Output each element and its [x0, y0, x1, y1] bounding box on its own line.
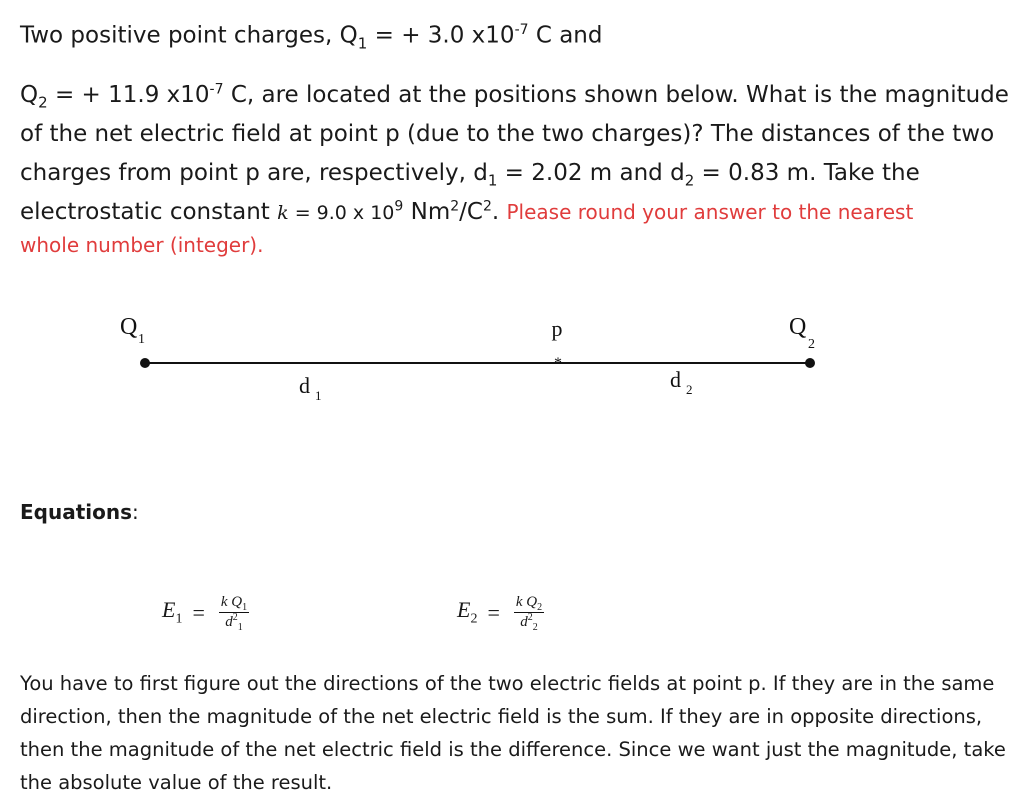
d1-subscript: 1 — [487, 171, 498, 190]
equations-heading — [20, 500, 139, 524]
q1-exponent: -7 — [514, 22, 529, 38]
question-paragraph — [20, 76, 1015, 233]
q1-unit: C and — [528, 22, 603, 49]
equations-heading-colon: : — [132, 500, 139, 524]
e2-den-text: d — [520, 614, 528, 630]
d2-subscript: 2 — [684, 171, 695, 190]
equations-heading-text: Equations — [20, 500, 133, 524]
k-exponent: 9 — [394, 198, 404, 215]
e1-num-sub: 1 — [242, 602, 248, 613]
e2-fraction — [514, 594, 544, 631]
d1-value: = 2.02 m and d — [497, 160, 685, 186]
q1-label-sub: 1 — [138, 332, 145, 347]
e1-den-text: d — [225, 614, 233, 630]
q2-label: Q — [789, 314, 807, 340]
rounding-note-line-2: whole number (integer). — [20, 233, 264, 257]
question-line-1 — [20, 22, 602, 52]
k-unit-exponent-2: 2 — [482, 198, 492, 215]
d1-label: d — [299, 373, 310, 398]
d1-label-sub: 1 — [315, 388, 322, 403]
e2-numerator — [514, 594, 544, 613]
e2-num-sub: 2 — [537, 602, 543, 613]
e1-lhs — [162, 597, 182, 627]
q2-letter: Q — [20, 82, 39, 108]
d2-label: d — [670, 367, 681, 392]
question-intro: Two positive point charges, Q — [20, 22, 358, 49]
q2-value: = + 11.9 x10 — [47, 82, 210, 108]
charge-diagram — [0, 290, 1024, 420]
e2-lhs — [457, 597, 477, 627]
e1-den-sup: 2 — [232, 612, 238, 623]
rounding-note: Please round your answer to the nearest — [506, 200, 914, 224]
q2-dot — [805, 358, 815, 368]
equation-e1 — [162, 594, 249, 631]
d2-value: = 0.83 m. Take the electrostatic constant — [20, 160, 920, 225]
q1-label: Q — [120, 314, 138, 340]
e1-numerator — [219, 594, 249, 613]
k-unit-mid: /C — [459, 199, 483, 225]
e2-subscript: 2 — [470, 611, 478, 627]
e1-denominator — [225, 613, 243, 631]
e1-symbol: E — [162, 597, 176, 623]
k-value: = 9.0 x 10 — [288, 202, 395, 224]
e2-den-sub: 2 — [532, 622, 538, 633]
equation-e2 — [457, 594, 544, 631]
q2-label-sub: 2 — [808, 337, 815, 352]
e2-num-text: k Q — [515, 594, 538, 610]
e1-num-text: k Q — [220, 594, 243, 610]
d2-label-sub: 2 — [686, 382, 693, 397]
e1-equals: = — [192, 599, 205, 625]
q1-value: = + 3.0 x10 — [367, 22, 515, 49]
k-unit-exponent: 2 — [450, 198, 460, 215]
q2-subscript: 2 — [38, 93, 48, 112]
q1-dot — [140, 358, 150, 368]
q2-exponent: -7 — [209, 81, 224, 98]
question-body: C, are located at the positions shown below. What is the magnitude of the net electric field at point p (due to the two charges)? The distances of the two charges from point p are, respectively, d — [20, 82, 1009, 186]
e2-equals: = — [487, 599, 500, 625]
k-variable: k — [277, 202, 289, 224]
k-unit: Nm — [403, 199, 451, 225]
k-period: . — [491, 199, 507, 225]
point-p-marker: * — [554, 355, 562, 372]
q1-subscript: 1 — [357, 34, 368, 53]
p-label: p — [551, 316, 563, 341]
e1-subscript: 1 — [175, 611, 183, 627]
e1-den-sub: 1 — [237, 622, 243, 633]
e2-denominator — [520, 613, 538, 631]
e1-fraction — [219, 594, 249, 631]
e2-symbol: E — [457, 597, 471, 623]
explanation-text: You have to first figure out the directions of the two electric fields at point p. If they are in the same direction, then the magnitude of the net electric field is the sum. If they are in opposite directions, then the magnitude of the net electric field is the difference. Since we want just the magnitude, take the absolute value of the result. — [20, 672, 1006, 794]
e2-den-sup: 2 — [527, 612, 533, 623]
